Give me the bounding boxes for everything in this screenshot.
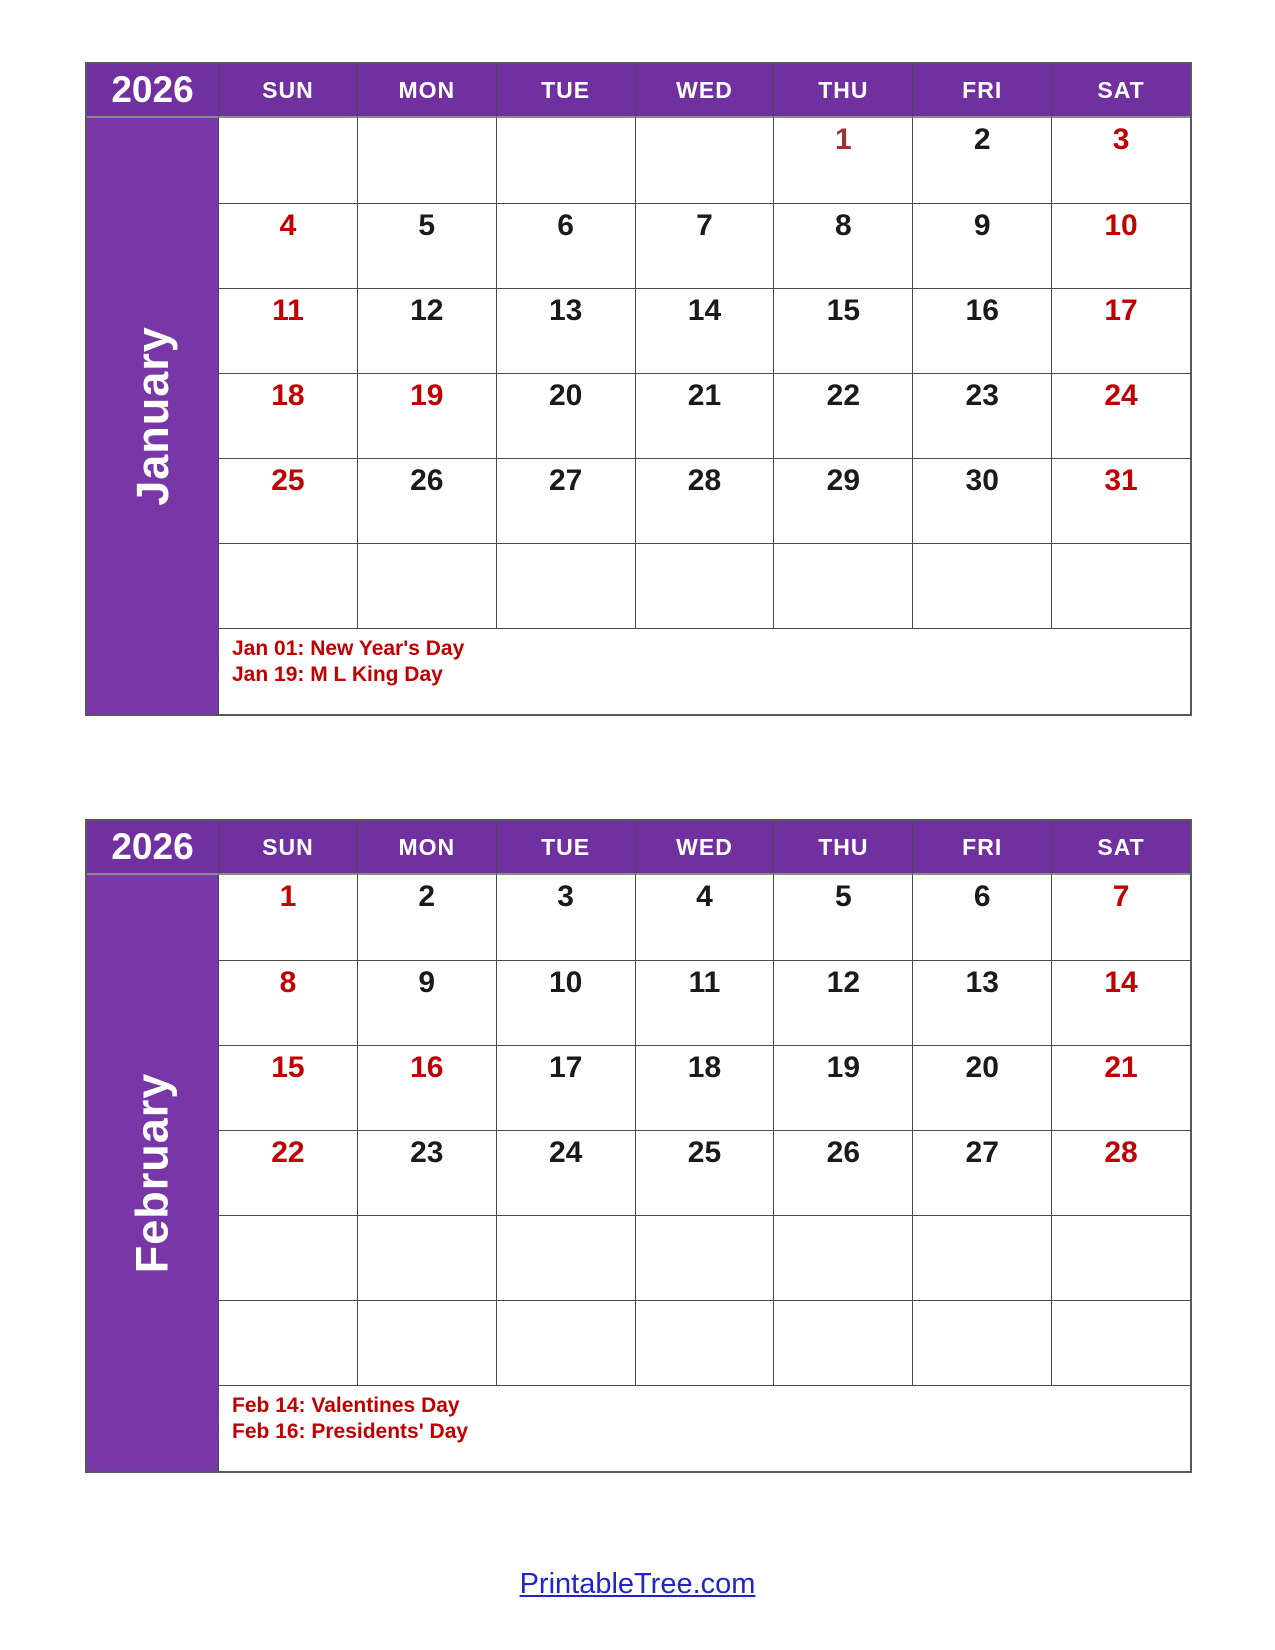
day-cell-february-12: 12 — [773, 960, 912, 1045]
day-cell-february-5: 5 — [773, 875, 912, 960]
day-cell-january-28: 28 — [635, 458, 774, 543]
day-cell-january-24: 24 — [1051, 373, 1190, 458]
day-cell-empty — [912, 1215, 1051, 1300]
day-cell-february-19: 19 — [773, 1045, 912, 1130]
day-cell-empty — [496, 1300, 635, 1385]
year-label-january: 2026 — [87, 64, 218, 118]
day-cell-empty — [218, 118, 357, 203]
day-cell-empty — [496, 1215, 635, 1300]
day-cell-february-10: 10 — [496, 960, 635, 1045]
printabletree-link[interactable]: PrintableTree.com — [519, 1568, 756, 1600]
day-cell-february-28: 28 — [1051, 1130, 1190, 1215]
day-cell-empty — [218, 543, 357, 628]
day-cell-january-13: 13 — [496, 288, 635, 373]
weekday-header-mon: MON — [357, 821, 496, 875]
day-cell-february-20: 20 — [912, 1045, 1051, 1130]
day-cell-february-6: 6 — [912, 875, 1051, 960]
day-cell-empty — [773, 543, 912, 628]
day-cell-february-2: 2 — [357, 875, 496, 960]
day-cell-february-17: 17 — [496, 1045, 635, 1130]
month-side-bar-february — [87, 875, 218, 1471]
month-name-february: February — [126, 1072, 178, 1274]
day-cell-january-6: 6 — [496, 203, 635, 288]
day-cell-january-14: 14 — [635, 288, 774, 373]
day-cell-empty — [1051, 1215, 1190, 1300]
day-cell-empty — [635, 1300, 774, 1385]
weekday-header-fri: FRI — [912, 64, 1051, 118]
day-cell-february-26: 26 — [773, 1130, 912, 1215]
day-cell-february-4: 4 — [635, 875, 774, 960]
day-cell-empty — [496, 543, 635, 628]
day-cell-january-8: 8 — [773, 203, 912, 288]
day-cell-february-13: 13 — [912, 960, 1051, 1045]
day-cell-empty — [357, 118, 496, 203]
day-cell-empty — [773, 1215, 912, 1300]
day-cell-january-19: 19 — [357, 373, 496, 458]
day-cell-empty — [773, 1300, 912, 1385]
day-cell-empty — [1051, 543, 1190, 628]
day-cell-january-1: 1 — [773, 118, 912, 203]
day-cell-february-7: 7 — [1051, 875, 1190, 960]
day-cell-empty — [357, 543, 496, 628]
day-cell-february-16: 16 — [357, 1045, 496, 1130]
day-cell-january-30: 30 — [912, 458, 1051, 543]
weekday-header-wed: WED — [635, 821, 774, 875]
weekday-header-thu: THU — [773, 821, 912, 875]
day-cell-january-17: 17 — [1051, 288, 1190, 373]
day-cell-january-23: 23 — [912, 373, 1051, 458]
day-cell-february-21: 21 — [1051, 1045, 1190, 1130]
day-cell-january-25: 25 — [218, 458, 357, 543]
weekday-header-mon: MON — [357, 64, 496, 118]
year-label-february: 2026 — [87, 821, 218, 875]
month-side-bar-january — [87, 118, 218, 714]
weekday-header-fri: FRI — [912, 821, 1051, 875]
day-cell-january-12: 12 — [357, 288, 496, 373]
holiday-entry: Feb 16: Presidents' Day — [232, 1420, 469, 1444]
day-cell-january-20: 20 — [496, 373, 635, 458]
day-cell-february-22: 22 — [218, 1130, 357, 1215]
day-cell-empty — [912, 543, 1051, 628]
day-cell-january-26: 26 — [357, 458, 496, 543]
day-cell-empty — [357, 1215, 496, 1300]
day-cell-january-7: 7 — [635, 203, 774, 288]
weekday-header-sun: SUN — [218, 821, 357, 875]
day-cell-empty — [635, 543, 774, 628]
day-cell-january-18: 18 — [218, 373, 357, 458]
day-cell-february-23: 23 — [357, 1130, 496, 1215]
day-cell-january-4: 4 — [218, 203, 357, 288]
day-cell-empty — [496, 118, 635, 203]
month-name-january: January — [126, 326, 178, 506]
day-cell-january-16: 16 — [912, 288, 1051, 373]
day-cell-january-21: 21 — [635, 373, 774, 458]
holiday-entry: Jan 19: M L King Day — [232, 663, 443, 687]
day-cell-february-1: 1 — [218, 875, 357, 960]
day-cell-january-9: 9 — [912, 203, 1051, 288]
footer — [0, 1568, 1275, 1601]
weekday-header-sat: SAT — [1051, 821, 1190, 875]
weekday-header-sat: SAT — [1051, 64, 1190, 118]
day-cell-february-18: 18 — [635, 1045, 774, 1130]
day-cell-february-14: 14 — [1051, 960, 1190, 1045]
day-cell-february-9: 9 — [357, 960, 496, 1045]
day-cell-empty — [912, 1300, 1051, 1385]
holiday-list-january — [218, 628, 1190, 714]
weekday-header-tue: TUE — [496, 821, 635, 875]
day-cell-empty — [635, 1215, 774, 1300]
holiday-list-february — [218, 1385, 1190, 1471]
day-cell-february-15: 15 — [218, 1045, 357, 1130]
weekday-header-wed: WED — [635, 64, 774, 118]
day-cell-january-22: 22 — [773, 373, 912, 458]
calendar-january — [85, 62, 1192, 716]
holiday-entry: Jan 01: New Year's Day — [232, 637, 465, 660]
weekday-header-thu: THU — [773, 64, 912, 118]
day-cell-empty — [357, 1300, 496, 1385]
weekday-header-tue: TUE — [496, 64, 635, 118]
calendar-february — [85, 819, 1192, 1473]
day-cell-february-3: 3 — [496, 875, 635, 960]
day-cell-empty — [218, 1215, 357, 1300]
day-cell-february-8: 8 — [218, 960, 357, 1045]
day-cell-january-2: 2 — [912, 118, 1051, 203]
day-cell-january-15: 15 — [773, 288, 912, 373]
day-cell-empty — [635, 118, 774, 203]
day-cell-empty — [218, 1300, 357, 1385]
day-cell-january-27: 27 — [496, 458, 635, 543]
day-cell-january-5: 5 — [357, 203, 496, 288]
day-cell-february-24: 24 — [496, 1130, 635, 1215]
day-cell-january-31: 31 — [1051, 458, 1190, 543]
day-cell-january-11: 11 — [218, 288, 357, 373]
day-cell-february-11: 11 — [635, 960, 774, 1045]
day-cell-february-27: 27 — [912, 1130, 1051, 1215]
holiday-entry: Feb 14: Valentines Day — [232, 1394, 460, 1417]
day-cell-january-3: 3 — [1051, 118, 1190, 203]
day-cell-empty — [1051, 1300, 1190, 1385]
day-cell-february-25: 25 — [635, 1130, 774, 1215]
day-cell-january-10: 10 — [1051, 203, 1190, 288]
weekday-header-sun: SUN — [218, 64, 357, 118]
day-cell-january-29: 29 — [773, 458, 912, 543]
